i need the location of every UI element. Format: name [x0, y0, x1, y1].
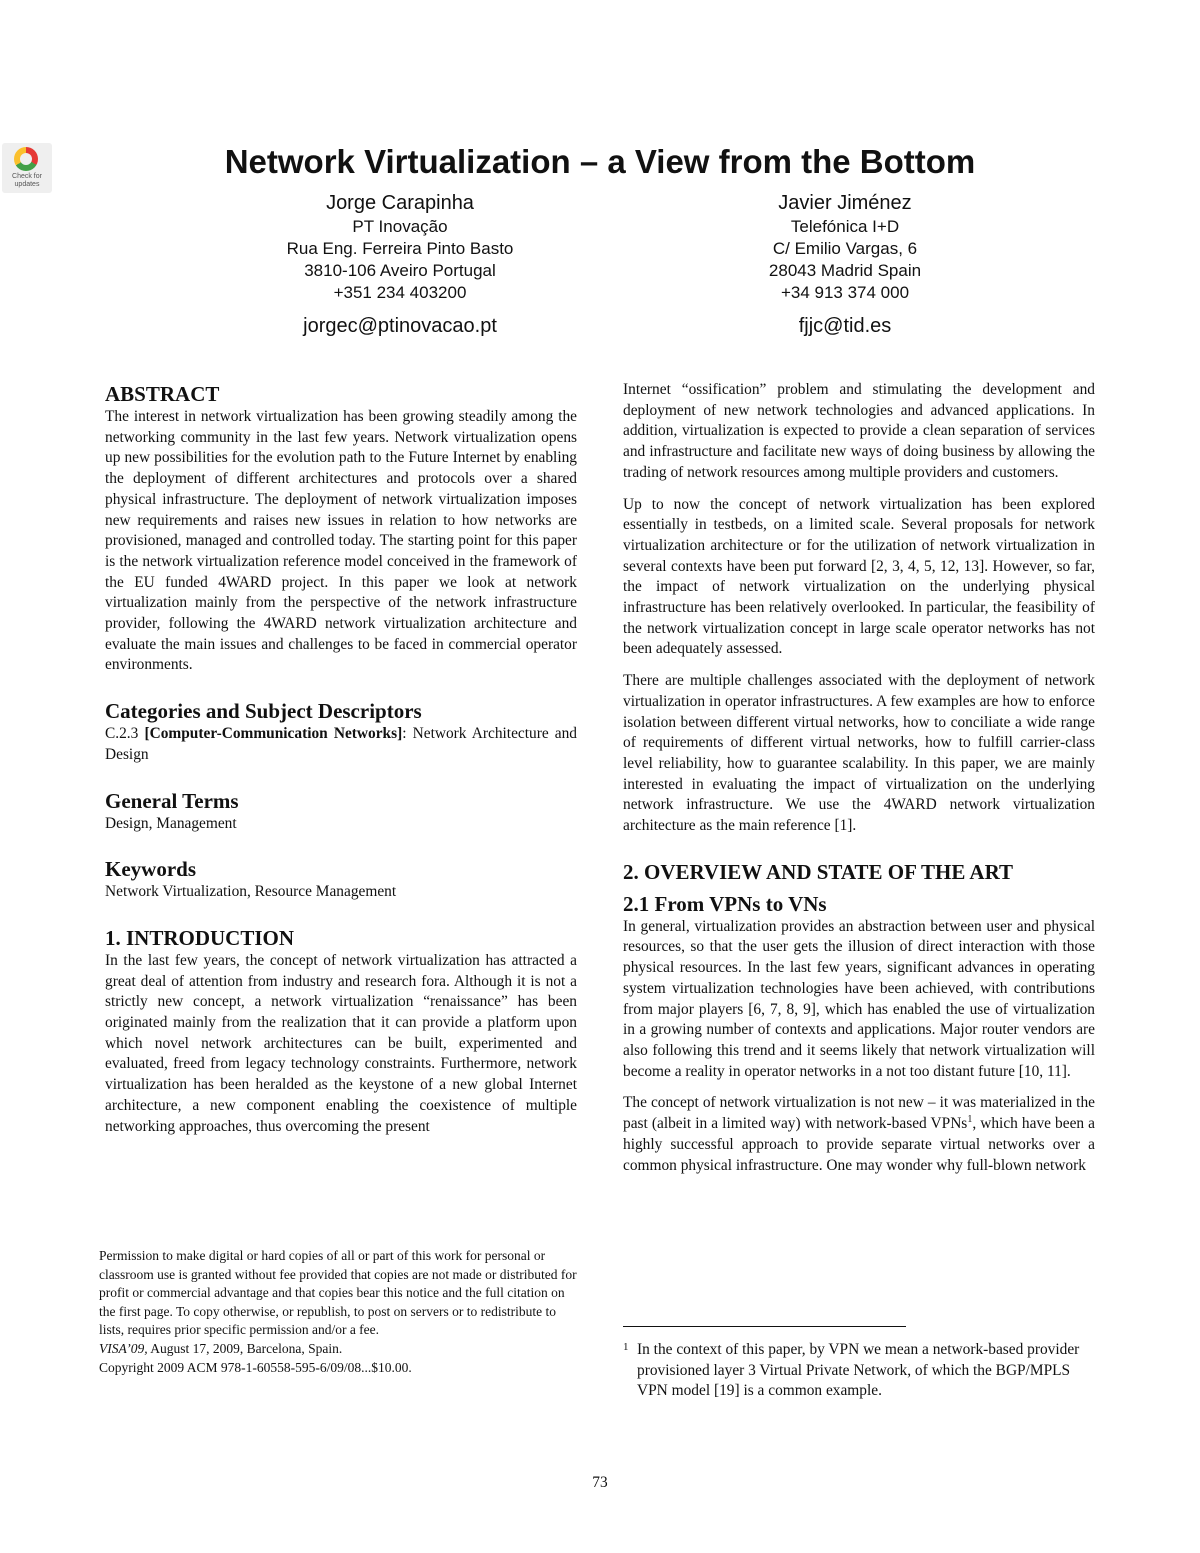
abstract-text: The interest in network virtualization has been growing steadily among the networking community in the last few years. Network virtualization opens up new possibilities for the evolution path to the Future Internet by enabling the deployment of different architectures and protocols over a shared physical infrastructure. The deployment of network virtualization imposes new requirements and raises new issues in relation to how networks are provisioned, managed and controlled today. The starting point for this paper is the network virtualization reference model conceived in the framework of the EU funded 4WARD project. In this paper we look at network virtualization mainly from the perspective of the network infrastructure provider, following the 4WARD network virtualization architecture and evaluate the main issues and challenges to be faced in commercial operator environments. [105, 408, 577, 674]
abstract-heading: ABSTRACT [105, 382, 220, 406]
introduction-paragraph: There are multiple challenges associated with the deployment of network virtualization in operator infrastructures. A few examples are how to enforce isolation between different virtual networks, how to conciliate a wide range of requirements of different virtual networks, how to fulfill carrier-class level reliability, how to guarantee scalability. In this paper, we are mainly interested in evaluating the impact of virtualization on the underlying network infrastructure. We use the 4WARD network virtualization architecture as the main reference [1]. [623, 672, 1095, 835]
section2-heading: 2. OVERVIEW AND STATE OF THE ART [623, 859, 1014, 884]
author-address-line: 28043 Madrid Spain [768, 261, 922, 280]
author-phone: +351 234 403200 [333, 283, 467, 302]
category-name: [Computer-Communication Networks] [144, 725, 403, 743]
general-terms-heading: General Terms [105, 788, 239, 813]
footnote-text: In the context of this paper, by VPN we mean a network-based provider provisioned layer 3 Virtual Private Network, of which the BGP/MPLS VPN model [19] is a common example. [637, 1341, 1080, 1400]
left-column [105, 381, 577, 1137]
badge-text: Check for updates [12, 173, 42, 188]
category-code: C.2.3 [105, 725, 139, 743]
paragraph-text: , which have been a highly successful approach to provide separate virtual networks over a common physical infrastructure. One may wonder why full-blown network [623, 1115, 1095, 1174]
paragraph-text: The concept of network virtualization is not new – it was materialized in the past (albeit in a limited way) with network-based VPNs [623, 1094, 1095, 1133]
author-address-line: Rua Eng. Ferreira Pinto Basto [286, 239, 514, 258]
introduction-text: In the last few years, the concept of network virtualization has attracted a great deal of attention from industry and research fora. Although it is not a strictly new concept, a network virtualization “renaissance” has been originated mainly from the realization that it can provide a platform upon which novel network architectures can be built, experimented and evaluated, freed from legacy technology constraints. Furthermore, network virtualization has been heralded as the keystone of a new global Internet architecture, a new component enabling the coexistence of multiple networking approaches, thus overcoming the present [105, 951, 577, 1135]
page-number: 73 [592, 1474, 608, 1491]
categories-text [105, 724, 577, 765]
right-column [623, 380, 1095, 1176]
section2-1-heading: 2.1 From VPNs to VNs [623, 891, 827, 916]
author-address-line: 3810-106 Aveiro Portugal [304, 261, 496, 280]
keywords-heading: Keywords [105, 857, 196, 882]
introduction-heading: 1. INTRODUCTION [105, 925, 295, 950]
paper-title: Network Virtualization – a View from the Bottom [224, 143, 976, 180]
category-description: : Network Architecture and Design [105, 725, 577, 763]
keywords-text: Network Virtualization, Resource Management [105, 883, 397, 901]
section2-paragraph: In general, virtualization provides an abstraction between user and physical resources, so that the user gets the illusion of direct interaction with those physical resources. In the last few years, significant advances in operating system virtualization technologies have been achieved, with contributions from major players [6, 7, 8, 9], which has enabled the use of virtualization in a growing number of contexts and applications. Major router vendors are also following this trend and it seems likely that network virtualization will become a reality in operator networks in a not too distant future [10, 11]. [623, 917, 1095, 1080]
permission-text: Permission to make digital or hard copies of all or part of this work for personal or classroom use is granted without fee provided that copies are not made or distributed for profit or commercial advantage and that copies bear this notice and the full citation on the first page. To copy otherwise, or republish, to post on servers or to redistribute to lists, requires prior specific permission and/or a fee. [99, 1248, 577, 1338]
venue-line [99, 1340, 579, 1359]
permission-notice [99, 1247, 579, 1377]
author-address-line: C/ Emilio Vargas, 6 [772, 239, 918, 258]
copyright-line: Copyright 2009 ACM 978-1-60558-595-6/09/08...$10.00. [99, 1359, 412, 1375]
general-terms-text: Design, Management [105, 814, 237, 832]
author-block-1 [200, 190, 600, 339]
categories-heading: Categories and Subject Descriptors [105, 699, 422, 724]
venue-details: August 17, 2009, Barcelona, Spain. [147, 1340, 343, 1356]
author-email[interactable]: fjjc@tid.es [798, 315, 892, 337]
footnote-mark: 1 [623, 1341, 629, 1353]
venue-name: VISA’09, [99, 1340, 148, 1356]
introduction-paragraph: Up to now the concept of network virtualization has been explored essentially in testbeds, on a limited scale. Several proposals for network virtualization architecture or for the utilization of network virtualization in several contexts have been put forward [2, 3, 4, 5, 12, 13]. However, so far, the impact of network virtualization on the underlying physical infrastructure has been relatively overlooked. In particular, the feasibility of the network virtualization concept in large scale operator networks has not been adequately assessed. [623, 495, 1095, 658]
section2-paragraph [623, 1093, 1095, 1176]
author-affiliation: Telefónica I+D [790, 217, 900, 236]
author-affiliation: PT Inovação [352, 217, 448, 236]
footnote-reference[interactable]: 1 [967, 1113, 973, 1125]
introduction-paragraph: Internet “ossification” problem and stimulating the development and deployment of new network technologies and advanced applications. In addition, virtualization is expected to provide a clean separation of services and infrastructure and facilitate new ways of doing business by allowing the trading of network resources among multiple providers and customers. [623, 381, 1095, 481]
footnote-divider [623, 1326, 906, 1327]
author-email[interactable]: jorgec@ptinovacao.pt [303, 315, 497, 337]
author-name: Jorge Carapinha [326, 192, 474, 214]
footnote [623, 1340, 1095, 1402]
author-block-2 [645, 190, 1045, 339]
author-phone: +34 913 374 000 [780, 283, 910, 302]
author-name: Javier Jiménez [778, 192, 912, 214]
